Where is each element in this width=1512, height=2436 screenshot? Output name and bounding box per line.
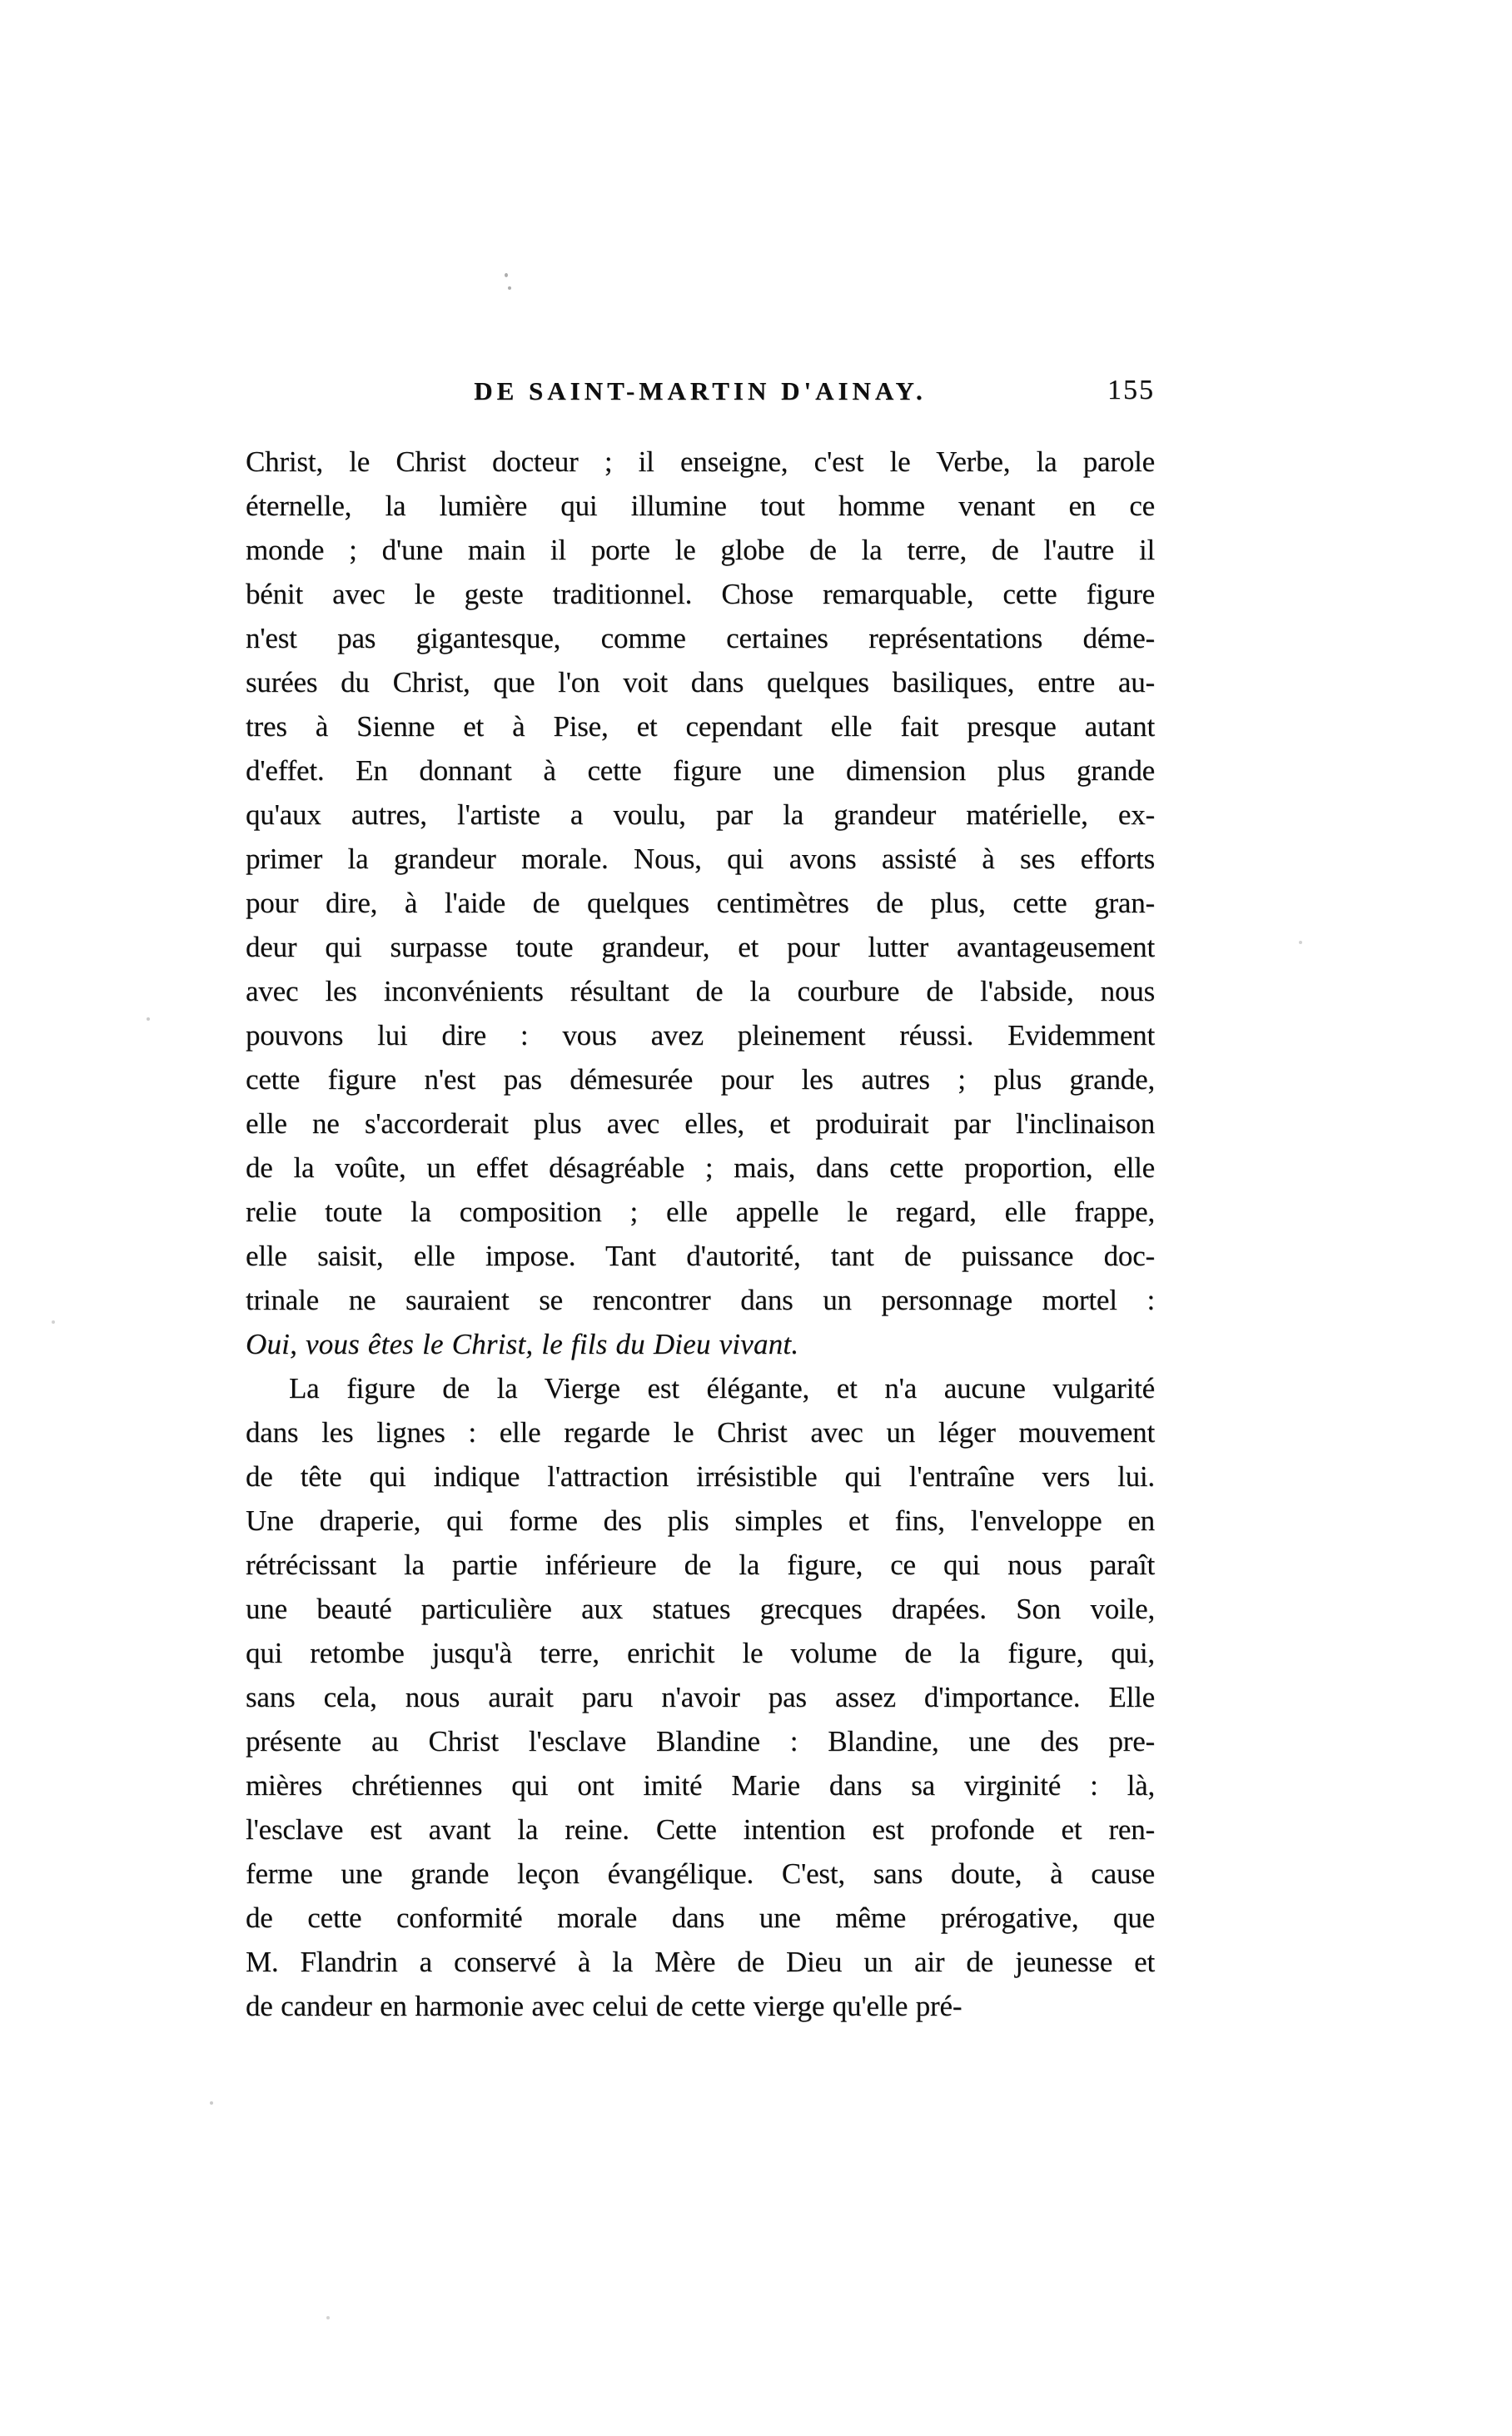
text-line: Une draperie, qui forme des plis simples et fins, l'enveloppe en (246, 1504, 1155, 1537)
scan-speck (508, 286, 511, 290)
text-line: avec les inconvénients résultant de la courbure de l'abside, nous (246, 975, 1155, 1007)
text-line: de la voûte, un effet désagréable ; mais, dans cette proportion, elle (246, 1151, 1155, 1184)
text-line: bénit avec le geste traditionnel. Chose remarquable, cette figure (246, 578, 1155, 610)
text-line: qu'aux autres, l'artiste a voulu, par la grandeur matérielle, ex- (246, 798, 1155, 831)
text-line: éternelle, la lumière qui illumine tout homme venant en ce (246, 490, 1155, 522)
text-line: dans les lignes : elle regarde le Christ avec un léger mouvement (246, 1416, 1155, 1449)
text-line: cette figure n'est pas démesurée pour les autres ; plus grande, (246, 1063, 1155, 1096)
running-title: DE SAINT-MARTIN D'AINAY. (474, 376, 927, 405)
text-line: primer la grandeur morale. Nous, qui avons assisté à ses efforts (246, 843, 1155, 875)
text-line: La figure de la Vierge est élégante, et n'a aucune vulgarité (289, 1372, 1155, 1404)
text-line: tres à Sienne et à Pise, et cependant elle fait presque autant (246, 710, 1155, 743)
text-line: deur qui surpasse toute grandeur, et pour lutter avantageusement (246, 931, 1155, 963)
text-line: qui retombe jusqu'à terre, enrichit le volume de la figure, qui, (246, 1637, 1155, 1669)
text-line: sans cela, nous aurait paru n'avoir pas assez d'importance. Elle (246, 1681, 1155, 1713)
text-line: mières chrétiennes qui ont imité Marie dans sa virginité : là, (246, 1769, 1155, 1802)
scan-speck (147, 1017, 150, 1021)
scan-speck (505, 273, 508, 277)
text-line: Oui, vous êtes le Christ, le fils du Dieu vivant. (246, 1328, 799, 1360)
text-line: Christ, le Christ docteur ; il enseigne, c'est le Verbe, la parole (246, 445, 1155, 478)
text-line: M. Flandrin a conservé à la Mère de Dieu un air de jeunesse et (246, 1946, 1155, 1978)
text-line: une beauté particulière aux statues grecques drapées. Son voile, (246, 1593, 1155, 1625)
text-line: de candeur en harmonie avec celui de cette vierge qu'elle pré- (246, 1990, 962, 2022)
text-line: ferme une grande leçon évangélique. C'est, sans doute, à cause (246, 1857, 1155, 1890)
scan-speck (326, 2316, 330, 2319)
text-line: n'est pas gigantesque, comme certaines représentations déme- (246, 622, 1155, 654)
text-line: de tête qui indique l'attraction irrésistible qui l'entraîne vers lui. (246, 1460, 1155, 1493)
scan-speck (52, 1320, 55, 1324)
text-line: monde ; d'une main il porte le globe de la terre, de l'autre il (246, 534, 1155, 566)
scan-speck (1299, 941, 1302, 944)
text-line: présente au Christ l'esclave Blandine : Blandine, une des pre- (246, 1725, 1155, 1757)
text-line: l'esclave est avant la reine. Cette intention est profonde et ren- (246, 1813, 1155, 1846)
page-number: 155 (1107, 375, 1155, 405)
text-line: elle ne s'accorderait plus avec elles, et produirait par l'inclinaison (246, 1107, 1155, 1140)
text-line: pour dire, à l'aide de quelques centimètres de plus, cette gran- (246, 887, 1155, 919)
text-line: relie toute la composition ; elle appelle le regard, elle frappe, (246, 1196, 1155, 1228)
text-block (246, 440, 1155, 2028)
text-line: elle saisit, elle impose. Tant d'autorité, tant de puissance doc- (246, 1240, 1155, 1272)
text-line: pouvons lui dire : vous avez pleinement réussi. Evidemment (246, 1019, 1155, 1051)
text-line: d'effet. En donnant à cette figure une dimension plus grande (246, 754, 1155, 787)
text-line: trinale ne sauraient se rencontrer dans un personnage mortel : (246, 1284, 1155, 1316)
scan-speck (210, 2101, 213, 2105)
text-line: de cette conformité morale dans une même prérogative, que (246, 1902, 1155, 1934)
text-line: surées du Christ, que l'on voit dans quelques basiliques, entre au- (246, 666, 1155, 698)
page-header (246, 376, 1155, 413)
text-line: rétrécissant la partie inférieure de la figure, ce qui nous paraît (246, 1549, 1155, 1581)
